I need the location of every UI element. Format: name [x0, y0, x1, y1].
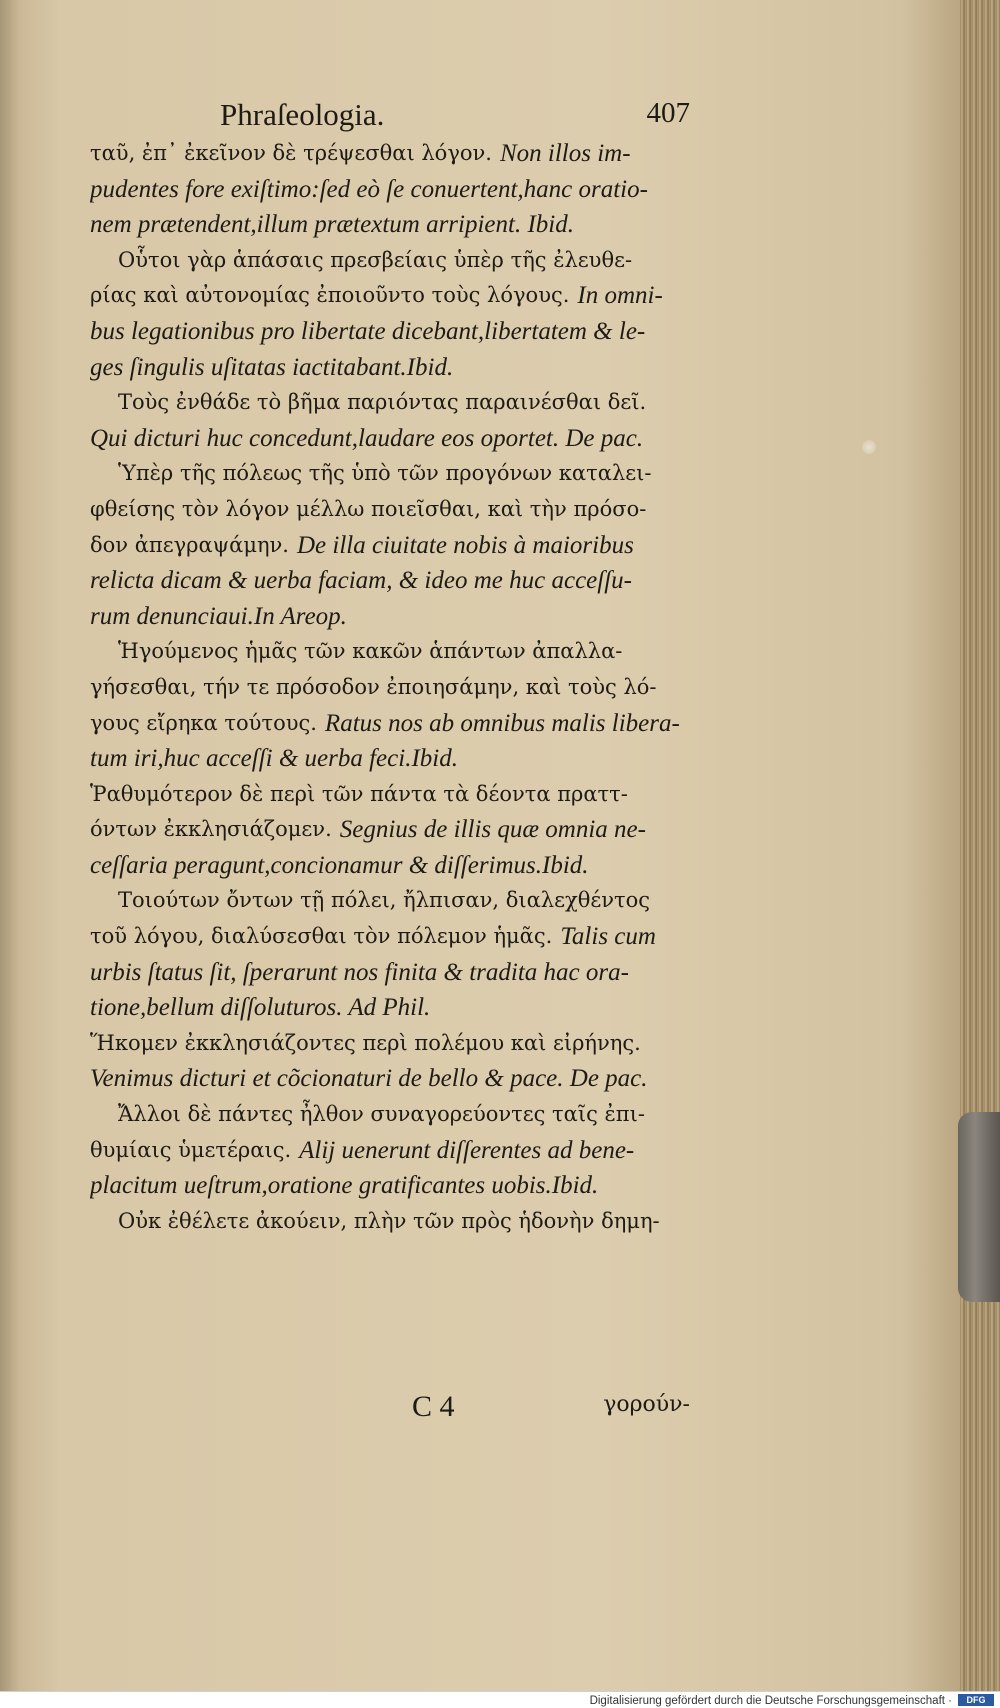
latin-text: ges ſingulis uſitatas iactitabant.Ibid.: [90, 353, 454, 381]
body-text: [90, 136, 690, 1239]
latin-text: bus legationibus pro libertate dicebant,libertatem & le-: [90, 317, 646, 345]
latin-text: Non illos im-: [499, 140, 631, 167]
footer-credit: Digitalisierung gefördert durch die Deutsche Forschungsgemeinschaft ·: [589, 1695, 952, 1707]
text-line: [90, 848, 690, 884]
greek-text: γήσεσθαι, τήν τε πρόσοδον ἐποιησάμην, καὶ τοὺς λό-: [90, 674, 657, 699]
greek-text: ταῦ, ἐπ᾽ ἐκεῖνον δὲ τρέψεσθαι λόγον.: [90, 141, 492, 165]
catchword: γορούν-: [603, 1392, 690, 1417]
greek-text: Τοιούτων ὄντων τῇ πόλει, ἤλπισαν, διαλεχθέντος: [118, 888, 651, 913]
text-line: [90, 599, 690, 635]
text-line: [90, 1061, 690, 1097]
text-line: [90, 670, 690, 706]
text-line: [90, 136, 690, 172]
text-line: [90, 706, 690, 742]
greek-text: Ἄλλοι δὲ πάντες ἦλθον συναγορεύοντες ταῖς ἐπι-: [118, 1102, 645, 1127]
latin-text: Qui dicturi huc concedunt,laudare eos oportet. De pac.: [90, 424, 644, 452]
latin-text: Talis cum: [560, 923, 656, 951]
text-line: [90, 1026, 690, 1062]
greek-text: Ῥαθυμότερον δὲ περὶ τῶν πάντα τὰ δέοντα πραττ-: [90, 781, 628, 806]
greek-text: γους εἴρηκα τούτους.: [90, 710, 317, 735]
text-line: [90, 1168, 690, 1204]
latin-text: nem prætendent,illum prætextum arripient. Ibid.: [90, 211, 574, 239]
greek-text: ρίας καὶ αὐτονομίας ἐποιοῦντο τοὺς λόγους.: [90, 283, 570, 308]
paper-stain: [862, 440, 876, 454]
text-line: [90, 741, 690, 777]
text-line: [90, 634, 690, 670]
latin-text: rum denunciaui.In Areop.: [90, 602, 347, 630]
text-line: [90, 777, 690, 813]
text-line: [90, 990, 690, 1026]
latin-text: urbis ſtatus ſit, ſperarunt nos finita & tradita hac ora-: [90, 958, 629, 986]
latin-text: placitum ueſtrum,oratione gratificantes uobis.Ibid.: [90, 1172, 599, 1200]
text-line: [90, 207, 690, 243]
book-clamp: [958, 1112, 1000, 1302]
text-line: [90, 563, 690, 599]
greek-text: Οὐκ ἐθέλετε ἀκούειν, πλὴν τῶν πρὸς ἡδονὴν δημη-: [118, 1208, 660, 1233]
text-line: [90, 350, 690, 386]
latin-text: De illa ciuitate nobis à maioribus: [297, 531, 634, 559]
catchline: [90, 1390, 690, 1430]
greek-text: Ἡγούμενος ἡμᾶς τῶν κακῶν ἁπάντων ἀπαλλα-: [118, 639, 623, 664]
latin-text: ceſſaria peragunt,concionamur & diſſerimus.Ibid.: [90, 851, 589, 879]
text-line: [90, 1133, 690, 1169]
greek-text: Οὗτοι γὰρ ἁπάσαις πρεσβείαις ὑπὲρ τῆς ἐλευθε-: [118, 247, 633, 272]
greek-text: φθείσης τὸν λόγον μέλλω ποιεῖσθαι, καὶ τὴν πρόσο-: [90, 496, 647, 521]
greek-text: δον ἀπεγραψάμην.: [90, 532, 289, 557]
latin-text: tum iri,huc acceſſi & uerba feci.Ibid.: [90, 745, 458, 773]
latin-text: tione,bellum diſſoluturos. Ad Phil.: [90, 994, 431, 1022]
dfg-logo: DFG: [958, 1694, 994, 1706]
book-page-edges: [960, 0, 1000, 1692]
text-line: [90, 919, 690, 955]
text-line: [90, 314, 690, 350]
signature-mark: C 4: [412, 1390, 455, 1423]
running-title: Phraſeologia.: [220, 97, 385, 132]
latin-text: In omni-: [577, 282, 663, 310]
text-line: [90, 1097, 690, 1133]
text-line: [90, 243, 690, 279]
text-line: [90, 528, 690, 564]
greek-text: Τοὺς ἐνθάδε τὸ βῆμα παριόντας παραινέσθαι δεῖ.: [118, 390, 647, 415]
text-line: [90, 421, 690, 457]
latin-text: pudentes fore exiſtimo:ſed eò ſe conuertent,hanc oratio-: [90, 175, 648, 203]
text-line: [90, 385, 690, 421]
text-line: [90, 812, 690, 848]
text-line: [90, 1204, 690, 1240]
footer-bar: [0, 1691, 1000, 1708]
latin-text: Alij uenerunt diſſerentes ad bene-: [299, 1136, 635, 1164]
page-header: [120, 97, 690, 137]
greek-text: τοῦ λόγου, διαλύσεσθαι τὸν πόλεμον ἡμᾶς.: [90, 924, 553, 949]
text-line: [90, 955, 690, 991]
text-line: [90, 172, 690, 208]
greek-text: θυμίαις ὑμετέραις.: [90, 1137, 292, 1162]
page-number: 407: [646, 97, 690, 129]
latin-text: Segnius de illis quæ omnia ne-: [339, 816, 646, 844]
greek-text: όντων ἐκκλησιάζομεν.: [90, 817, 332, 842]
greek-text: Ἥκομεν ἐκκλησιάζοντες περὶ πολέμου καὶ εἰρήνης.: [90, 1030, 641, 1055]
text-line: [90, 278, 690, 314]
latin-text: Venimus dicturi et cõcionaturi de bello & pace. De pac.: [90, 1065, 648, 1093]
greek-text: Ὑπὲρ τῆς πόλεως τῆς ὑπὸ τῶν προγόνων καταλει-: [118, 461, 652, 486]
latin-text: Ratus nos ab omnibus malis libera-: [324, 709, 680, 737]
latin-text: relicta dicam & uerba faciam, & ideo me huc acceſſu-: [90, 567, 632, 595]
text-line: [90, 456, 690, 492]
text-line: [90, 492, 690, 528]
text-line: [90, 883, 690, 919]
